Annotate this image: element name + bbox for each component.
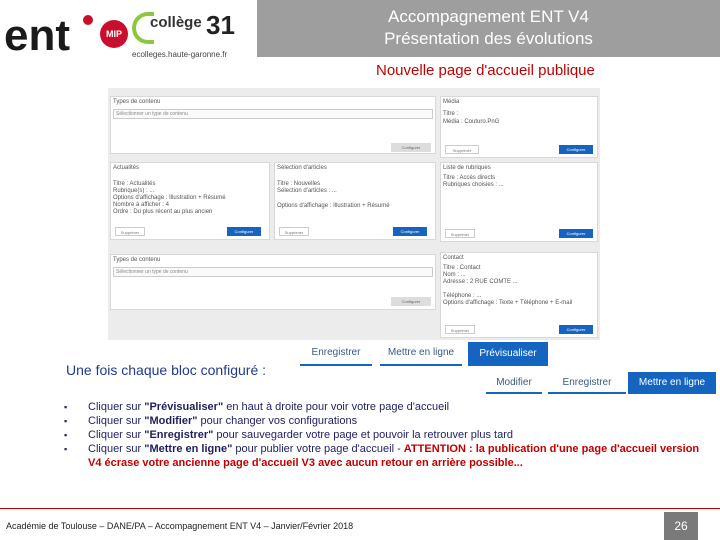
panel-line: Adresse : 2 RUE COMTE ... xyxy=(443,279,518,285)
bullet-icon: ▪ xyxy=(64,416,68,426)
page-number: 26 xyxy=(664,512,698,540)
panel-media xyxy=(440,96,598,158)
panel-line: Titre : Nouvelles xyxy=(277,181,321,187)
footer-text: Académie de Toulouse – DANE/PA – Accompagnement ENT V4 – Janvier/Février 2018 xyxy=(6,521,354,531)
mettre-en-ligne-button[interactable]: Mettre en ligne xyxy=(380,342,462,366)
college31-logo xyxy=(132,10,240,62)
ent-logo xyxy=(4,8,96,58)
panel-line: Sélection d'articles : ... xyxy=(277,188,337,194)
panel-line: Options d'affichage : Illustration + Résumé xyxy=(113,195,226,201)
configure-button[interactable]: Configurer xyxy=(559,325,593,334)
ent-logo-dot xyxy=(83,15,93,25)
panel-line: Nom : ... xyxy=(443,272,466,278)
previsualiser-button[interactable]: Prévisualiser xyxy=(468,342,548,366)
ent-logo-text: ent xyxy=(4,11,70,58)
panel-title: Sélection d'articles xyxy=(277,165,327,171)
delete-button[interactable]: Supprimer xyxy=(445,145,479,154)
panel-liste-rubriques xyxy=(440,162,598,242)
mip-logo: MIP xyxy=(100,20,128,48)
configure-button[interactable]: Configurer xyxy=(559,145,593,154)
instructions-list xyxy=(64,400,714,470)
panel-actualites xyxy=(110,162,270,240)
configure-button[interactable]: Configurer xyxy=(227,227,261,236)
content-type-select[interactable]: Sélectionner un type de contenu xyxy=(113,267,433,277)
bullet-icon: ▪ xyxy=(64,430,68,440)
panel-line: Nombre à afficher : 4 xyxy=(113,202,169,208)
panel-title: Liste de rubriques xyxy=(443,165,491,171)
edit-toolbar xyxy=(300,342,550,368)
panel-line: Titre : Accès directs xyxy=(443,175,496,181)
panel-title: Média xyxy=(443,99,460,105)
panel-line: Titre : Actualités xyxy=(113,181,156,187)
configure-button[interactable]: Configurer xyxy=(559,229,593,238)
panel-line: Titre : Contact xyxy=(443,265,481,271)
slide-subtitle: Nouvelle page d'accueil publique xyxy=(376,62,595,79)
panel-line: Média : Couturo.PnG xyxy=(443,119,500,125)
slide-title-box xyxy=(257,0,720,57)
warning-text: ATTENTION : la publication d'une page d'accueil version V4 écrase votre ancienne page d'accueil V3 avec aucun retour en arrière possible... xyxy=(88,443,700,469)
panel-title: Actualités xyxy=(113,165,140,171)
enregistrer-button[interactable]: Enregistrer xyxy=(548,372,626,394)
college-logo-url: ecolleges.haute-garonne.fr xyxy=(132,50,228,59)
intro-text: Une fois chaque bloc configuré : xyxy=(66,362,267,378)
panel-line: Ordre : Du plus récent au plus ancien xyxy=(113,209,213,215)
slide-title-line1: Accompagnement ENT V4 xyxy=(388,7,589,26)
panel-types-contenu-2 xyxy=(110,254,436,310)
bullet-icon: ▪ xyxy=(64,444,68,454)
panel-contact xyxy=(440,252,598,338)
homepage-config-screenshot xyxy=(108,88,600,340)
mettre-en-ligne-button[interactable]: Mettre en ligne xyxy=(628,372,716,394)
list-item: ▪ Cliquer sur "Enregistrer" pour sauvegarder votre page et pouvoir la retrouver plus tard xyxy=(64,429,513,441)
college-logo-word: collège xyxy=(150,14,202,31)
configure-button[interactable]: Configurer xyxy=(391,143,431,152)
modifier-button[interactable]: Modifier xyxy=(486,372,542,394)
panel-line: Rubrique(s) : ... xyxy=(113,188,155,194)
panel-line: Titre : xyxy=(443,111,459,117)
footer-divider xyxy=(0,508,720,509)
panel-line: Rubriques choisies : ... xyxy=(443,182,504,188)
college-logo-number: 31 xyxy=(206,10,235,40)
bullet-icon: ▪ xyxy=(64,402,68,412)
panel-selection-articles xyxy=(274,162,436,240)
panel-title: Types de contenu xyxy=(113,99,161,105)
panel-line: Téléphone : ... xyxy=(443,293,482,299)
panel-title: Types de contenu xyxy=(113,257,161,263)
panel-types-contenu-1 xyxy=(110,96,436,154)
preview-toolbar xyxy=(486,372,716,396)
delete-button[interactable]: Supprimer xyxy=(445,325,475,334)
list-item: ▪ Cliquer sur "Modifier" pour changer vos configurations xyxy=(64,415,358,427)
panel-line: Options d'affichage : Illustration + Résumé xyxy=(277,203,390,209)
slide-title-line2: Présentation des évolutions xyxy=(384,29,593,48)
content-type-select[interactable]: Sélectionner un type de contenu xyxy=(113,109,433,119)
list-item: ▪ Cliquer sur "Mettre en ligne" pour publier votre page d'accueil - ATTENTION : la publication d'une page d'accueil version V4 écrase votre ancienne page d'accueil V3 avec aucun retour en arrière possible... xyxy=(64,443,700,469)
configure-button[interactable]: Configurer xyxy=(391,297,431,306)
delete-button[interactable]: Supprimer xyxy=(115,227,145,236)
configure-button[interactable]: Configurer xyxy=(393,227,427,236)
delete-button[interactable]: Supprimer xyxy=(445,229,475,238)
enregistrer-button[interactable]: Enregistrer xyxy=(300,342,372,366)
panel-line: Options d'affichage : Texte + Téléphone + E-mail xyxy=(443,300,573,306)
list-item: ▪ Cliquer sur "Prévisualiser" en haut à droite pour voir votre page d'accueil xyxy=(64,401,450,413)
panel-title: Contact xyxy=(443,255,464,261)
delete-button[interactable]: Supprimer xyxy=(279,227,309,236)
